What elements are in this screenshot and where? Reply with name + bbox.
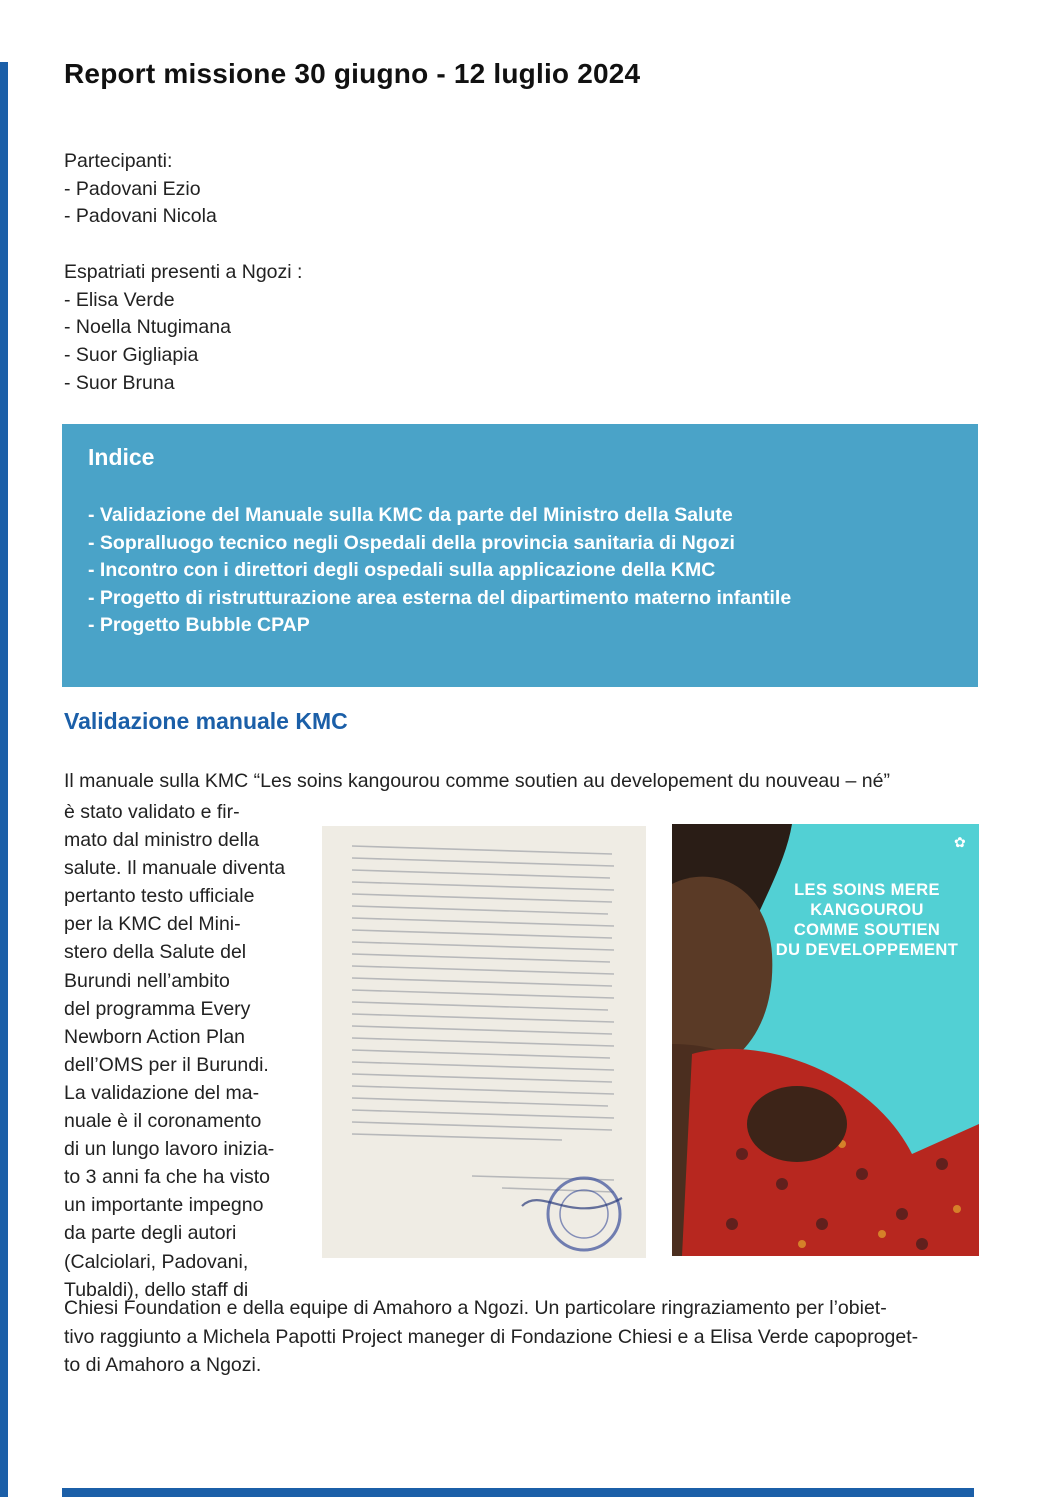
index-item: - Progetto di ristrutturazione area esterna del dipartimento materno infantile (88, 586, 792, 609)
body-line: nuale è il coronamento (64, 1110, 262, 1133)
body-line: è stato validato e fir- (64, 801, 240, 823)
report-title: Report missione 30 giugno - 12 luglio 2024 (64, 58, 641, 89)
body-line: per la KMC del Mini- (64, 913, 241, 936)
intro-line: Il manuale sulla KMC “Les soins kangourou comme soutien au developement du nouveau – né” (64, 770, 890, 792)
participant-name: - Padovani Nicola (64, 205, 217, 228)
expat-name: - Elisa Verde (64, 288, 175, 311)
body-line: un importante impegno (64, 1194, 264, 1217)
cover-title (762, 880, 972, 960)
body-line: pertanto testo ufficiale (64, 885, 255, 908)
expat-name: - Suor Bruna (64, 371, 175, 394)
body-line: Burundi nell’ambito (64, 969, 230, 992)
expats-block (64, 259, 302, 398)
body-line: di un lungo lavoro inizia- (64, 1138, 275, 1161)
body-line: Newborn Action Plan (64, 1025, 246, 1048)
body-line: stero della Salute del (64, 941, 247, 964)
cover-title-line: COMME SOUTIEN (793, 921, 941, 939)
index-box (62, 424, 978, 687)
narrow-column-text (64, 798, 285, 1304)
letter-scan-graphic (322, 826, 646, 1258)
body-line: del programma Every (64, 997, 251, 1020)
index-item: - Validazione del Manuale sulla KMC da parte del Ministro della Salute (88, 504, 733, 526)
expat-name: - Noella Ntugimana (64, 316, 231, 339)
body-line: salute. Il manuale diventa (64, 857, 286, 880)
cover-logo-icon: ✿ (954, 834, 966, 850)
body-line: to di Amahoro a Ngozi. (64, 1354, 262, 1377)
body-line: (Calciolari, Padovani, (64, 1250, 249, 1273)
body-line: mato dal ministro della (64, 829, 260, 852)
index-item: - Progetto Bubble CPAP (88, 614, 310, 637)
body-line: tivo raggiunto a Michela Papotti Project maneger di Fondazione Chiesi e a Elisa Verde capoproget- (64, 1325, 919, 1348)
participants-label: Partecipanti: (64, 150, 173, 172)
section-title: Validazione manuale KMC (64, 708, 348, 734)
body-line: to 3 anni fa che ha visto (64, 1166, 270, 1189)
index-title: Indice (88, 444, 155, 470)
body-line: da parte degli autori (64, 1222, 237, 1245)
manual-cover-image (672, 824, 979, 1256)
left-accent-bar (0, 62, 8, 1497)
body-line: Chiesi Foundation e della equipe di Amahoro a Ngozi. Un particolare ringraziamento per l’obiet- (64, 1297, 887, 1319)
cover-title-line: LES SOINS MERE (794, 881, 940, 899)
body-line: Tubaldi), dello staff di (64, 1278, 249, 1301)
cover-title-line: KANGOUROU (810, 901, 924, 919)
index-item: - Sopralluogo tecnico negli Ospedali della provincia sanitaria di Ngozi (88, 531, 735, 554)
expats-label: Espatriati presenti a Ngozi : (64, 261, 303, 283)
index-list (88, 502, 791, 640)
index-item: - Incontro con i direttori degli ospedali sulla applicazione della KMC (88, 559, 716, 582)
body-line: dell’OMS per il Burundi. (64, 1053, 269, 1076)
closing-paragraph (64, 1294, 918, 1380)
body-line: La validazione del ma- (64, 1081, 260, 1104)
signed-letter-image (322, 826, 646, 1258)
participants-block (64, 148, 217, 231)
footer-rule (62, 1488, 974, 1497)
participant-name: - Padovani Ezio (64, 177, 201, 200)
cover-title-line: DU DEVELOPPEMENT (775, 941, 959, 959)
expat-name: - Suor Gigliapia (64, 344, 199, 367)
